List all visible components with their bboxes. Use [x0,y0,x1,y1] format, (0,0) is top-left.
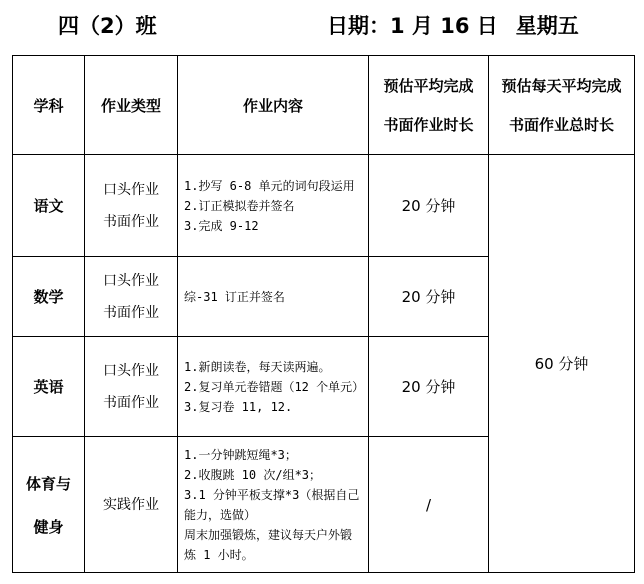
time-cell: 20 分钟 [369,337,489,437]
content-line: 3.完成 9-12 [184,218,259,233]
content-cell [178,257,369,337]
content-line: 3.1 分钟平板支撑*3（根据自己能力，选做） [184,487,360,522]
type-cell: 实践作业 [85,437,178,573]
type-line: 书面作业 [103,304,159,321]
content-line: 1.一分钟跳短绳*3； [184,447,297,462]
header-avg-line2: 书面作业时长 [383,116,474,134]
table-row [13,155,635,257]
header-subject: 学科 [13,56,85,155]
content-line: 2.订正模拟卷并签名 [184,198,295,213]
type-line: 口头作业 [103,272,159,289]
header-total-time [489,56,635,155]
weekday-text: 星期五 [515,14,579,38]
type-cell [85,257,178,337]
date-text: 日期：1 月 16 日 [327,14,498,38]
header-avg-line1: 预估平均完成 [383,77,474,95]
type-cell [85,337,178,437]
content-cell [178,437,369,573]
type-cell [85,155,178,257]
subject-cell [13,437,85,573]
homework-table [12,55,635,573]
content-line: 周末加强锻炼，建议每天户外锻炼 1 小时。 [184,527,353,562]
content-line: 2.收腹跳 10 次/组*3； [184,467,322,482]
subject-line: 体育与 [25,474,71,493]
time-cell: 20 分钟 [369,257,489,337]
type-line: 书面作业 [103,213,159,230]
time-cell: 20 分钟 [369,155,489,257]
content-line: 综-31 订正并签名 [184,289,285,304]
subject-cell: 数学 [13,257,85,337]
content-cell [178,155,369,257]
subject-line: 健身 [33,517,64,536]
class-title: 四（2）班 [58,14,157,38]
content-line: 3.复习卷 11, 12. [184,399,293,414]
content-cell [178,337,369,437]
header-type: 作业类型 [85,56,178,155]
content-line: 2.复习单元卷错题（12 个单元） [184,379,365,394]
header-total-line1: 预估每天平均完成 [501,77,622,95]
date-header [327,10,597,40]
type-line: 口头作业 [103,181,159,198]
subject-cell: 英语 [13,337,85,437]
total-time-cell: 60 分钟 [489,155,635,573]
table-header-row [13,56,635,155]
header-avg-time [369,56,489,155]
content-line: 1.抄写 6-8 单元的词句段运用 [184,178,355,193]
time-cell: / [369,437,489,573]
type-line: 书面作业 [103,394,159,411]
header-total-line2: 书面作业总时长 [508,116,614,134]
subject-cell: 语文 [13,155,85,257]
content-line: 1.新朗读卷，每天读两遍。 [184,359,331,374]
type-line: 口头作业 [103,362,159,379]
header-content: 作业内容 [178,56,369,155]
